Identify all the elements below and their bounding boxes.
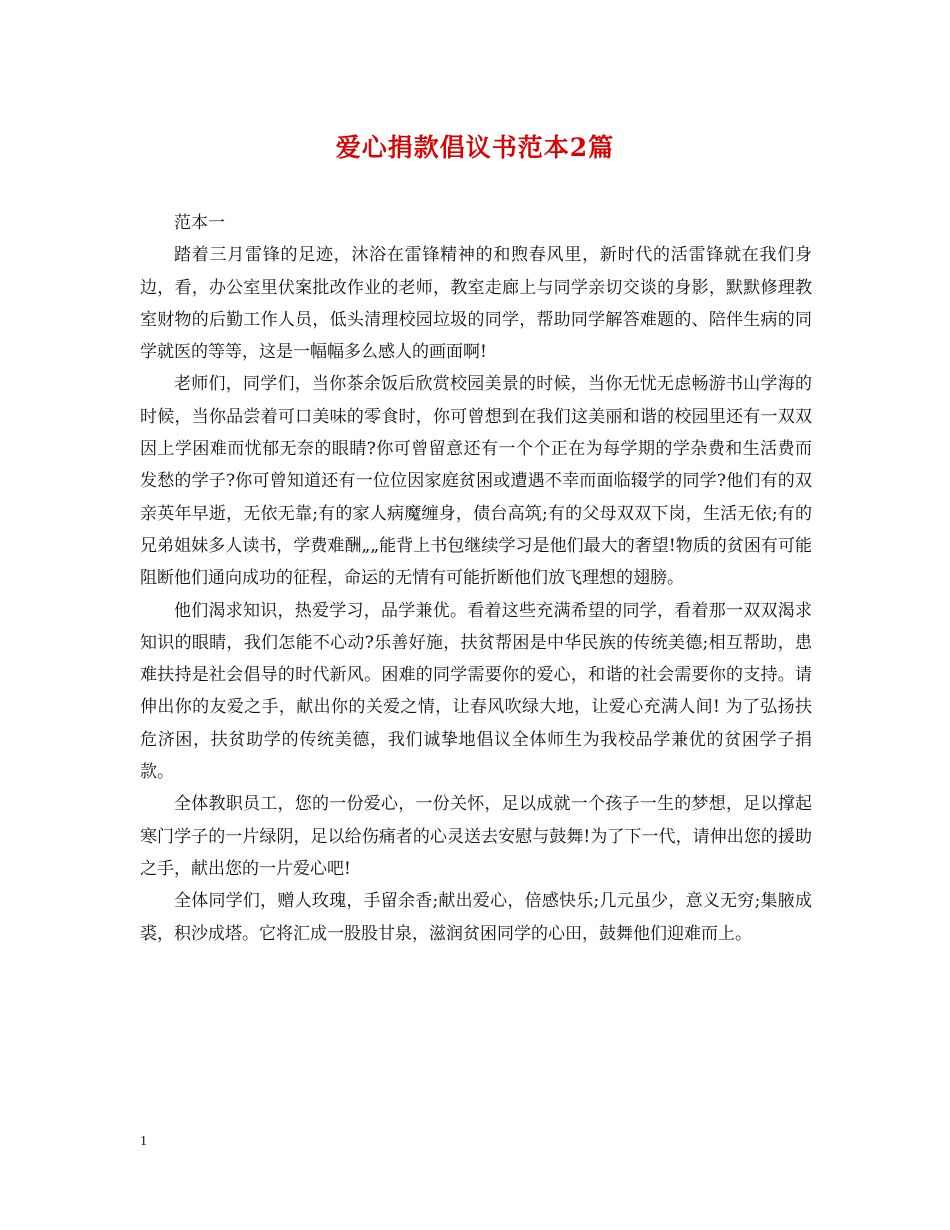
page-number: 1 <box>140 1134 147 1149</box>
paragraph: 全体同学们，赠人玫瑰，手留余香;献出爱心，倍感快乐;几元虽少，意义无穷;集腋成裘，积沙成塔。它将汇成一股股甘泉，滋润贫困同学的心田，鼓舞他们迎难而上。 <box>140 891 812 944</box>
document-body <box>140 207 812 950</box>
paragraph: 踏着三月雷锋的足迹，沐浴在雷锋精神的和煦春风里，新时代的活雷锋就在我们身边，看，办公室里伏案批改作业的老师，教室走廊上与同学亲切交谈的身影，默默修理教室财物的后勤工作人员，低头清理校园垃圾的同学，帮助同学解答难题的、陪伴生病的同学就医的等等，这是一幅幅多么感人的画面啊! <box>140 245 812 363</box>
document-title: 爱心捐款倡议书范本2篇 <box>335 133 615 162</box>
paragraph: 老师们，同学们，当你茶余饭后欣赏校园美景的时候，当你无忧无虑畅游书山学海的时候，当你品尝着可口美味的零食时，你可曾想到在我们这美丽和谐的校园里还有一双双因上学困难而忧郁无奈的眼睛?你可曾留意还有一个个正在为每学期的学杂费和生活费而发愁的学子?你可曾知道还有一位位因家庭贫困或遭遇不幸而面临辍学的同学?他们有的双亲英年早逝，无依无靠;有的家人病魔缠身，债台高筑;有的父母双双下岗，生活无依;有的兄弟姐妹多人读书，学费难酬„„能背上书包继续学习是他们最大的奢望!物质的贫困有可能阻断他们通向成功的征程，命运的无情有可能折断他们放飞理想的翅膀。 <box>140 374 812 589</box>
section-heading: 范本一 <box>174 213 225 233</box>
paragraph: 他们渴求知识，热爱学习，品学兼优。看着这些充满希望的同学，看着那一双双渴求知识的眼睛，我们怎能不心动?乐善好施，扶贫帮困是中华民族的传统美德;相互帮助，患难扶持是社会倡导的时代新风。困难的同学需要你的爱心，和谐的社会需要你的支持。请伸出你的友爱之手，献出你的关爱之情，让春风吹绿大地，让爱心充满人间! 为了弘扬扶危济困，扶贫助学的传统美德，我们诚挚地倡议全体师生为我校品学兼优的贫困学子捐款。 <box>140 600 812 783</box>
paragraph: 全体教职员工，您的一份爱心，一份关怀，足以成就一个孩子一生的梦想，足以撑起寒门学子的一片绿阴，足以给伤痛者的心灵送去安慰与鼓舞!为了下一代，请伸出您的援助之手，献出您的一片爱心吧! <box>140 794 812 879</box>
